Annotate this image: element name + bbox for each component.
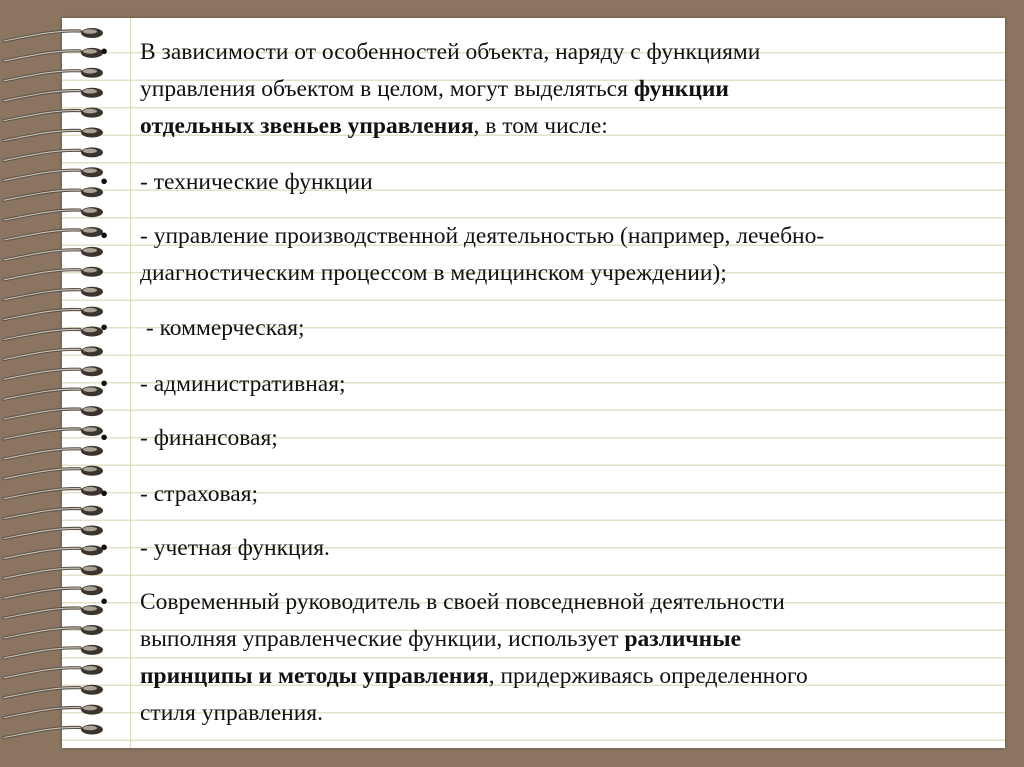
text-line: [140, 695, 980, 732]
bullet-item: [100, 584, 980, 732]
bullet-item: [100, 164, 980, 201]
text-line: [140, 420, 980, 457]
bold-phrase: отдельных звеньев управления: [140, 113, 474, 139]
text-fragment: - технические функции: [140, 169, 373, 195]
text-fragment: выполняя управленческие функции, использует: [140, 626, 625, 652]
bullet-marker: •: [100, 169, 109, 195]
text-line: [140, 34, 980, 71]
text-line: [140, 584, 980, 621]
text-line: [140, 218, 980, 255]
bullet-marker: •: [100, 371, 109, 397]
bullet-item: [100, 34, 980, 145]
text-fragment: управления объектом в целом, могут выделяться: [140, 76, 634, 102]
text-fragment: Современный руководитель в своей повседневной деятельности: [140, 589, 785, 615]
text-fragment: В зависимости от особенностей объекта, наряду с функциями: [140, 39, 761, 65]
bullet-marker: •: [100, 223, 109, 249]
bullet-marker: •: [100, 589, 109, 615]
bullet-marker: •: [100, 481, 109, 507]
bullet-item: [100, 476, 980, 513]
text-line: [140, 310, 980, 347]
bullet-item: [100, 218, 980, 292]
bullet-item: [100, 310, 980, 347]
bold-phrase: функции: [633, 76, 729, 102]
bold-phrase: различные: [624, 626, 741, 652]
text-line: [140, 366, 980, 403]
bullet-item: [100, 366, 980, 403]
text-fragment: - управление производственной деятельностью (например, лечебно-: [140, 223, 825, 249]
bullet-item: [100, 530, 980, 567]
text-fragment: - финансовая;: [140, 425, 278, 451]
bold-phrase: принципы и методы управления: [140, 663, 489, 689]
text-fragment: диагностическим процессом в медицинском учреждении);: [140, 260, 727, 286]
bullet-marker: •: [100, 425, 109, 451]
text-line: [140, 530, 980, 567]
bullet-marker: •: [100, 39, 109, 65]
bullet-marker: •: [100, 535, 109, 561]
text-fragment: , придерживаясь определенного: [488, 663, 808, 689]
text-fragment: - учетная функция.: [140, 535, 330, 561]
text-line: [140, 476, 980, 513]
text-fragment: - административная;: [140, 371, 346, 397]
text-line: [140, 108, 980, 145]
text-fragment: - страховая;: [140, 481, 259, 507]
text-fragment: стиля управления.: [140, 700, 323, 726]
bullet-marker: •: [100, 315, 109, 341]
text-line: [140, 255, 980, 292]
text-fragment: , в том числе:: [473, 113, 608, 139]
text-line: [140, 71, 980, 108]
text-fragment: - коммерческая;: [140, 315, 305, 341]
bullet-item: [100, 420, 980, 457]
text-line: [140, 658, 980, 695]
text-line: [140, 164, 980, 201]
text-line: [140, 621, 980, 658]
